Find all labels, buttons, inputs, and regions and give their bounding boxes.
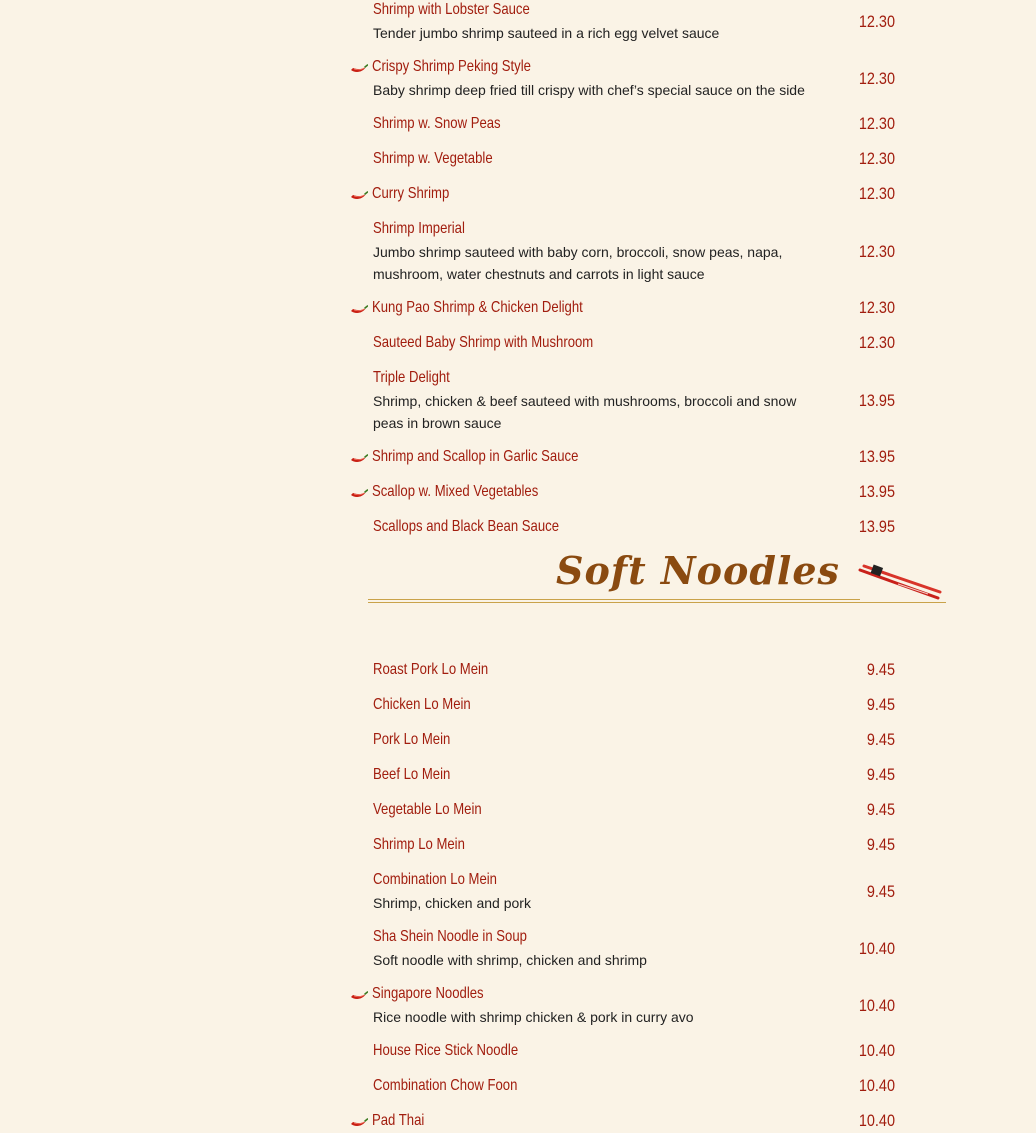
item-price: 13.95 (858, 391, 895, 410)
item-price: 13.95 (858, 482, 895, 501)
chili-pepper-icon (350, 1115, 368, 1125)
menu-item (350, 984, 895, 1026)
divider (368, 599, 860, 600)
item-name: Combination Lo Mein (373, 871, 497, 888)
item-name: Scallops and Black Bean Sauce (373, 518, 559, 535)
item-name: Sha Shein Noodle in Soup (373, 928, 527, 945)
chopsticks-icon (858, 562, 942, 602)
item-price: 9.45 (866, 695, 895, 714)
item-price: 9.45 (866, 765, 895, 784)
chili-pepper-icon (350, 451, 368, 461)
menu-item (350, 447, 895, 467)
chili-pepper-icon (350, 988, 368, 998)
menu-item (350, 298, 895, 318)
item-price: 12.30 (858, 114, 895, 133)
item-description: Shrimp, chicken and pork (373, 895, 531, 911)
menu-item (350, 1041, 895, 1061)
item-name: Crispy Shrimp Peking Style (372, 58, 531, 75)
item-name: Beef Lo Mein (373, 766, 451, 783)
item-description: Rice noodle with shrimp chicken & pork in curry avo (373, 1009, 694, 1025)
item-price: 9.45 (866, 835, 895, 854)
menu-item (350, 149, 895, 169)
item-name: Sauteed Baby Shrimp with Mushroom (373, 334, 594, 351)
menu-item (350, 927, 895, 969)
item-name: Shrimp and Scallop in Garlic Sauce (372, 448, 579, 465)
menu-item (350, 219, 895, 283)
menu-item (350, 482, 895, 502)
item-name: Combination Chow Foon (373, 1077, 518, 1094)
item-price: 12.30 (858, 149, 895, 168)
item-price: 9.45 (866, 660, 895, 679)
item-price: 10.40 (858, 1111, 895, 1130)
menu-item (350, 333, 895, 353)
item-description: Jumbo shrimp sauteed with baby corn, broccoli, snow peas, napa, mushroom, water chestnuts and carrots in light sauce (373, 244, 783, 282)
item-price: 10.40 (858, 1076, 895, 1095)
item-name: Shrimp Imperial (373, 220, 465, 237)
item-description: Soft noodle with shrimp, chicken and shrimp (373, 952, 647, 968)
menu-item (350, 0, 895, 42)
menu-item (350, 517, 895, 537)
item-name: House Rice Stick Noodle (373, 1042, 519, 1059)
menu-item (350, 870, 895, 912)
item-name: Singapore Noodles (372, 985, 484, 1002)
menu-item (350, 368, 895, 432)
item-price: 13.95 (858, 447, 895, 466)
item-name: Chicken Lo Mein (373, 696, 471, 713)
item-name: Triple Delight (373, 369, 450, 386)
item-description: Baby shrimp deep fried till crispy with chef’s special sauce on the side (373, 82, 805, 98)
menu-item (350, 57, 895, 99)
item-name: Kung Pao Shrimp & Chicken Delight (372, 299, 583, 316)
item-price: 12.30 (858, 69, 895, 88)
item-description: Shrimp, chicken & beef sauteed with mushrooms, broccoli and snow peas in brown sauce (373, 393, 797, 431)
chili-pepper-icon (350, 302, 368, 312)
item-name: Curry Shrimp (372, 185, 450, 202)
item-price: 13.95 (858, 517, 895, 536)
item-price: 9.45 (866, 730, 895, 749)
item-price: 12.30 (858, 184, 895, 203)
item-price: 12.30 (858, 333, 895, 352)
menu-item (350, 1076, 895, 1096)
item-name: Pad Thai (372, 1112, 425, 1129)
item-description: Tender jumbo shrimp sauteed in a rich egg velvet sauce (373, 25, 720, 41)
section-title: Soft Noodles (556, 548, 840, 593)
menu-item (350, 730, 895, 750)
divider (368, 602, 946, 603)
item-price: 9.45 (866, 800, 895, 819)
item-name: Shrimp w. Vegetable (373, 150, 493, 167)
item-price: 12.30 (858, 242, 895, 261)
item-price: 10.40 (858, 996, 895, 1015)
item-price: 10.40 (858, 1041, 895, 1060)
item-name: Shrimp with Lobster Sauce (373, 1, 530, 18)
menu-item (350, 1111, 895, 1131)
item-name: Scallop w. Mixed Vegetables (372, 483, 539, 500)
item-price: 9.45 (866, 882, 895, 901)
menu-item (350, 765, 895, 785)
item-name: Roast Pork Lo Mein (373, 661, 489, 678)
menu-item (350, 835, 895, 855)
item-price: 12.30 (858, 12, 895, 31)
menu-item (350, 114, 895, 134)
chili-pepper-icon (350, 61, 368, 71)
menu-item (350, 184, 895, 204)
item-price: 10.40 (858, 939, 895, 958)
item-name: Vegetable Lo Mein (373, 801, 482, 818)
item-name: Shrimp Lo Mein (373, 836, 465, 853)
menu-item (350, 695, 895, 715)
item-name: Pork Lo Mein (373, 731, 451, 748)
item-price: 12.30 (858, 298, 895, 317)
item-name: Shrimp w. Snow Peas (373, 115, 501, 132)
chili-pepper-icon (350, 486, 368, 496)
menu-item (350, 800, 895, 820)
chili-pepper-icon (350, 188, 368, 198)
menu-item (350, 660, 895, 680)
